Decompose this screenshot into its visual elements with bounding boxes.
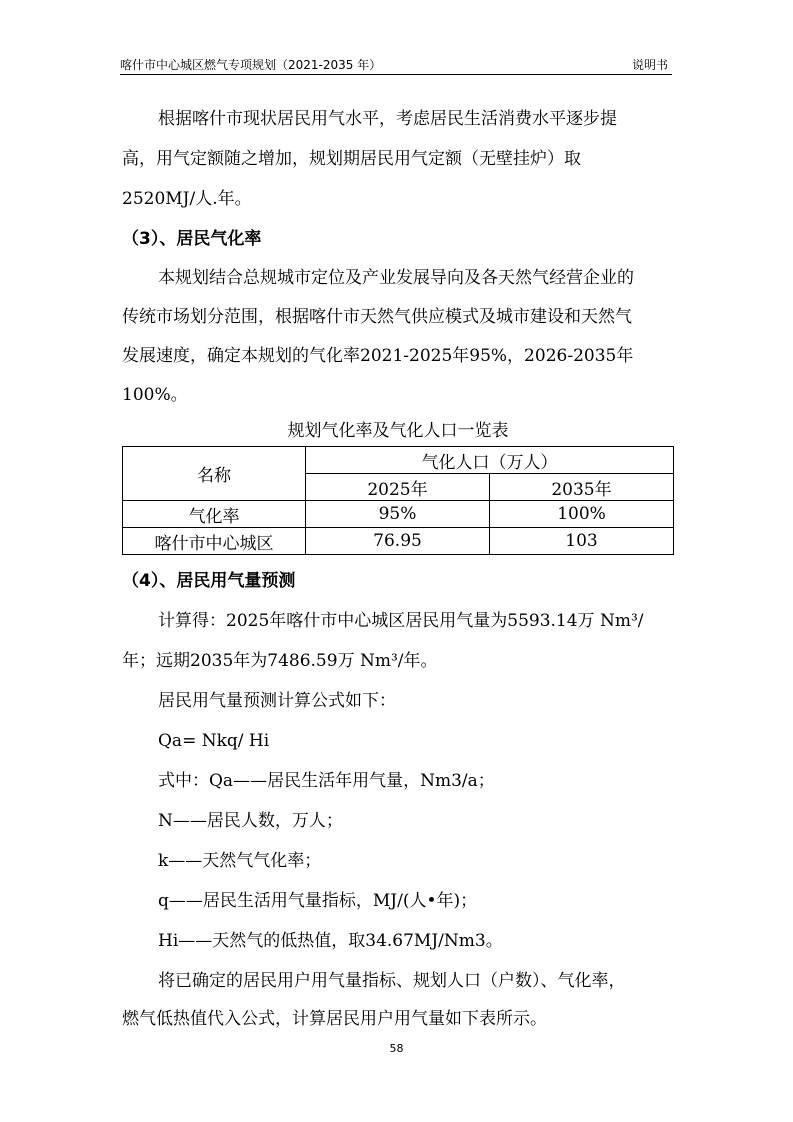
definition-line: Hi——天然气的低热值，取34.67MJ/Nm3。 [158,931,503,951]
page-number: 58 [389,1042,404,1055]
cell-2035: 103 [490,528,674,555]
definition-line: k——天然气气化率； [158,851,322,871]
gasification-table [122,446,674,555]
row-label: 气化率 [123,501,306,528]
column-header-2025: 2025年 [306,474,490,501]
definition-line: q——居民生活用气量指标，MJ/(人•年)； [158,891,478,911]
paragraph-line: 居民用气量预测计算公式如下： [158,691,396,711]
paragraph-line: 2520MJ/人.年。 [122,189,252,209]
table-header-row [123,447,674,474]
paragraph-line: 燃气低热值代入公式，计算居民用户用气量如下表所示。 [122,1009,547,1029]
header-doc-type: 说明书 [631,58,668,72]
formula: Qa= Nkq/ Hi [158,731,270,751]
definition-line: 式中：Qa——居民生活年用气量，Nm3/a； [158,771,495,791]
cell-2035: 100% [490,501,674,528]
table-row [123,501,674,528]
paragraph-line: 高，用气定额随之增加，规划期居民用气定额（无壁挂炉）取 [122,149,581,169]
section-heading: （3）、居民气化率 [122,229,262,249]
cell-2025: 76.95 [306,528,490,555]
table-row [123,528,674,555]
paragraph-line: 年；远期2035年为7486.59万 Nm³/年。 [122,651,438,671]
paragraph-line: 计算得：2025年喀什市中心城区居民用气量为5593.14万 Nm³/ [158,611,644,631]
cell-2025: 95% [306,501,490,528]
column-header-name: 名称 [123,447,306,501]
column-group-header: 气化人口（万人） [306,447,674,474]
header-title: 喀什市中心城区燃气专项规划（2021-2035 年） [120,58,382,72]
column-header-2035: 2035年 [490,474,674,501]
paragraph-line: 根据喀什市现状居民用气水平，考虑居民生活消费水平逐步提 [158,109,617,129]
section-heading: （4）、居民用气量预测 [122,571,296,591]
page-header [120,54,672,75]
paragraph-line: 将已确定的居民用户用气量指标、规划人口（户数）、气化率， [158,971,626,991]
table-caption: 规划气化率及气化人口一览表 [287,421,509,441]
paragraph-line: 传统市场划分范围，根据喀什市天然气供应模式及城市建设和天然气 [122,307,632,327]
definition-line: N——居民人数，万人； [158,811,343,831]
paragraph-line: 本规划结合总规城市定位及产业发展导向及各天然气经营企业的 [158,268,634,288]
paragraph-line: 发展速度，确定本规划的气化率2021-2025年95%，2026-2035年 [122,346,634,366]
paragraph-line: 100%。 [122,385,188,405]
row-label: 喀什市中心城区 [123,528,306,555]
